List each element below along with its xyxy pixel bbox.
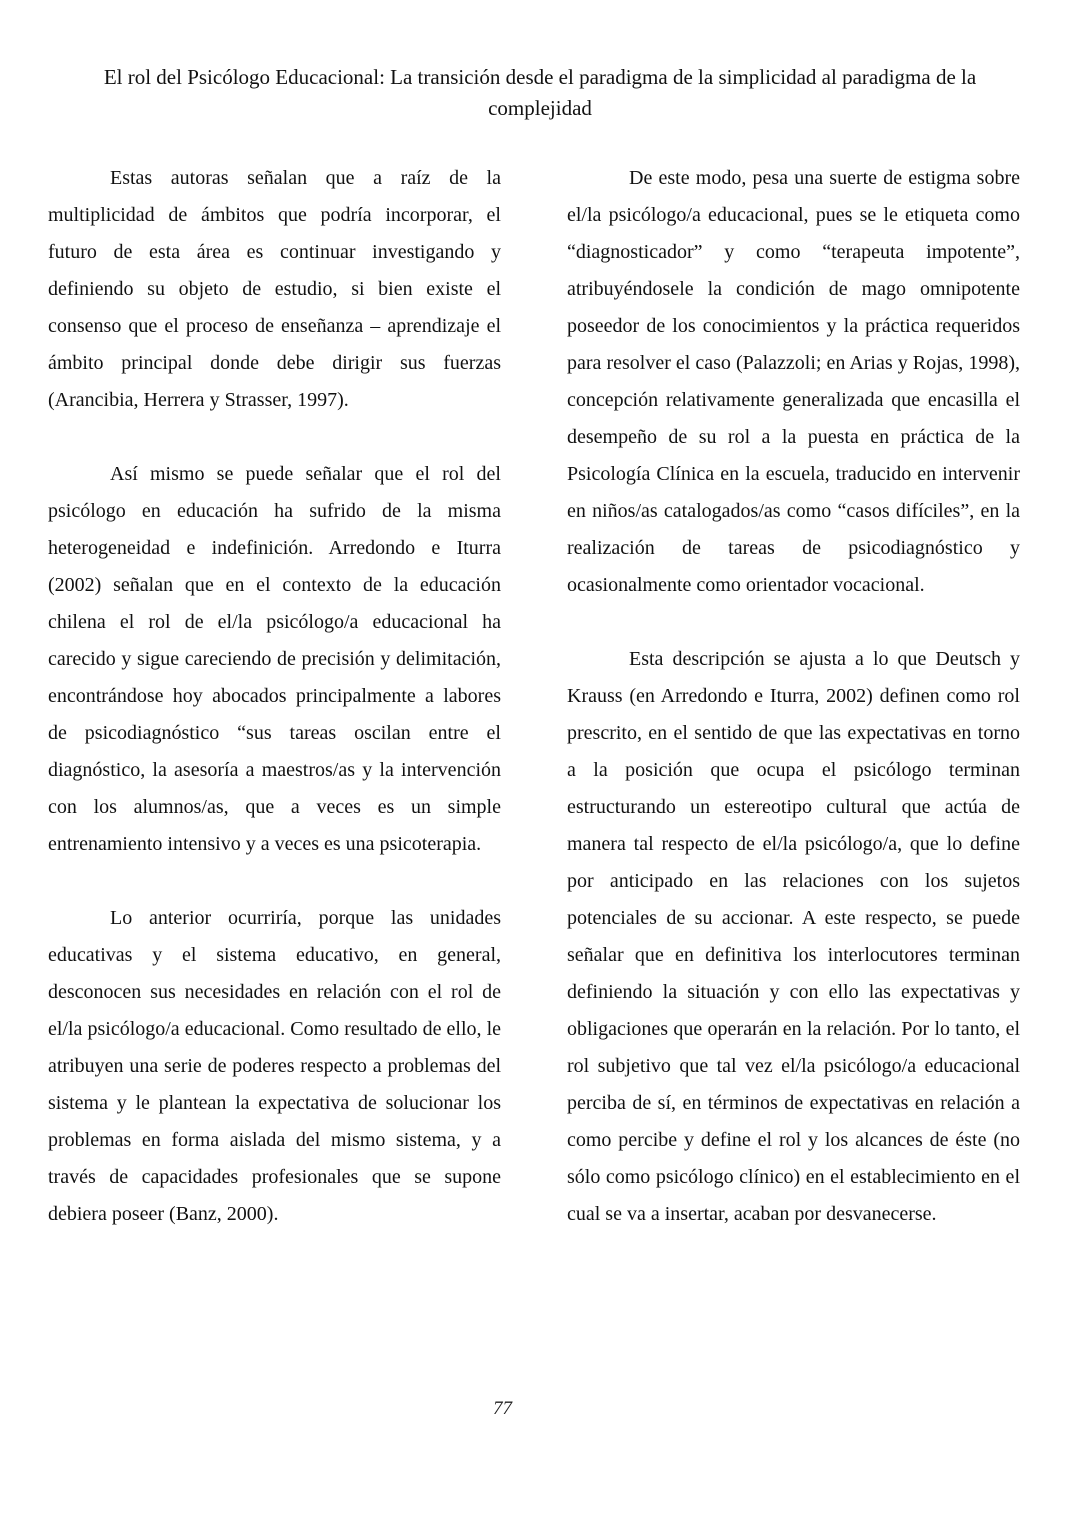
paragraph: Estas autoras señalan que a raíz de la multiplicidad de ámbitos que podría incorporar, el futuro de esta área es continuar investigando y definiendo su objeto de estudio, si bien existe el consenso que el proceso de enseñanza – aprendizaje el ámbito principal donde debe dirigir sus fuerzas (Arancibia, Herrera y Strasser, 1997). <box>48 167 501 411</box>
left-column <box>48 160 501 1270</box>
paragraph: Así mismo se puede señalar que el rol del psicólogo en educación ha sufrido de la misma heterogeneidad e indefinición. Arredondo e Iturra (2002) señalan que en el contexto de la educación chilena el rol de el/la psicólogo/a educacional ha carecido y sigue careciendo de precisión y delimitación, encontrándose hoy abocados principalmente a labores de psicodiagnóstico “sus tareas oscilan entre el diagnóstico, la asesoría a maestros/as y la intervención con los alumnos/as, que a veces es un simple entrenamiento intensivo y a veces es una psicoterapia. <box>48 463 501 855</box>
paragraph: De este modo, pesa una suerte de estigma sobre el/la psicólogo/a educacional, pues se le etiqueta como “diagnosticador” y como “terapeuta impotente”, atribuyéndosele la condición de mago omnipotente poseedor de los conocimientos y la práctica requeridos para resolver el caso (Palazzoli; en Arias y Rojas, 1998), concepción relativamente generalizada que encasilla el desempeño de su rol a la puesta en práctica de la Psicología Clínica en la escuela, traducido en intervenir en niños/as catalogados/as como “casos difíciles”, en la realización de tareas de psicodiagnóstico y ocasionalmente como orientador vocacional. <box>567 167 1020 596</box>
paragraph: Lo anterior ocurriría, porque las unidades educativas y el sistema educativo, en general, desconocen sus necesidades en relación con el rol de el/la psicólogo/a educacional. Como resultado de ello, le atribuyen una serie de poderes respecto a problemas del sistema y le plantean la expectativa de solucionar los problemas en forma aislada del mismo sistema, y a través de capacidades profesionales que se supone debiera poseer (Banz, 2000). <box>48 907 501 1225</box>
right-column <box>567 160 1020 1270</box>
two-column-body <box>0 124 1080 1270</box>
paragraph: Esta descripción se ajusta a lo que Deutsch y Krauss (en Arredondo e Iturra, 2002) definen como rol prescrito, en el sentido de que las expectativas en torno a la posición que ocupa el psicólogo terminan estructurando un estereotipo cultural que actúa de manera tal respecto de el/la psicólogo/a, que lo define por anticipado en las relaciones con los sujetos potenciales de su accionar. A este respecto, se puede señalar que en definitiva los interlocutores terminan definiendo la situación y con ello las expectativas y obligaciones que operarán en la relación. Por lo tanto, el rol subjetivo que tal vez el/la psicólogo/a educacional perciba de sí, en términos de expectativas en relación a como percibe y define el rol y los alcances de éste (no sólo como psicólogo clínico) en el establecimiento en el cual se va a insertar, acaban por desvanecerse. <box>567 648 1020 1225</box>
page-title: El rol del Psicólogo Educacional: La transición desde el paradigma de la simplicidad al paradigma de la complejidad <box>103 65 977 120</box>
page-number: 77 <box>493 1398 512 1419</box>
